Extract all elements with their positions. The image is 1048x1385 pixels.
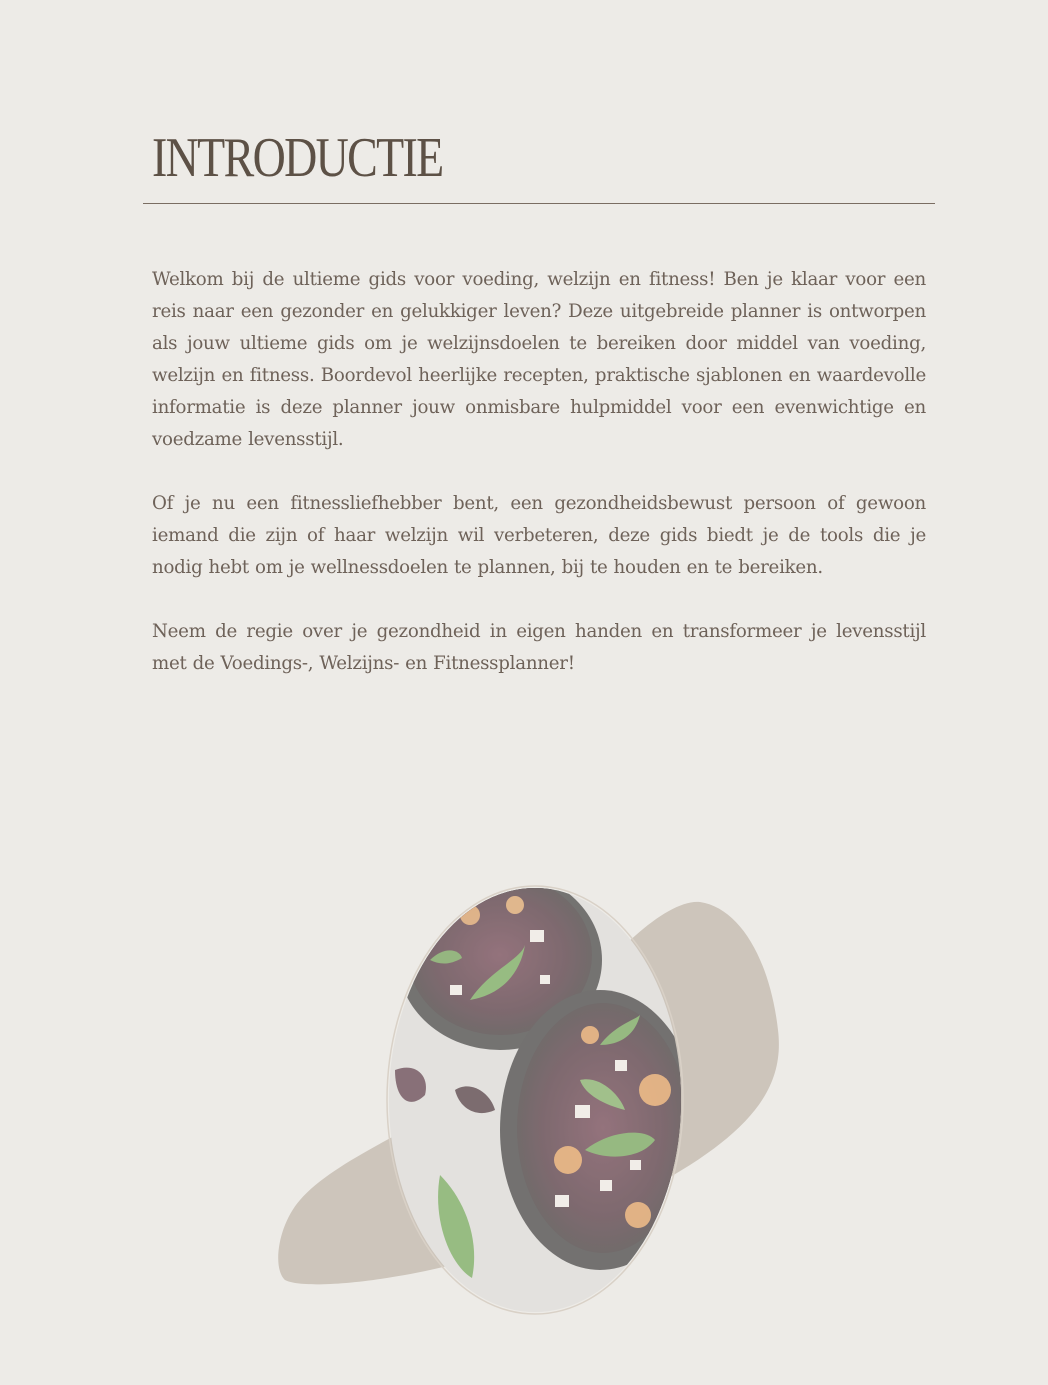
page-title: INTRODUCTIE: [152, 127, 443, 189]
intro-text: [152, 264, 926, 712]
intro-paragraph: Welkom bij de ultieme gids voor voeding, welzijn en fitness! Ben je klaar voor een reis naar een gezonder en gelukkiger leven? Deze uitgebreide planner is ontworpen als jouw ultieme gids om je welzijnsdoelen te bereiken door middel van voeding, welzijn en fitness. Boordevol heerlijke recepten, praktische sjablonen en waardevolle informatie is deze planner jouw onmisbare hulpmiddel voor een evenwichtige en voedzame levensstijl.: [152, 269, 926, 450]
title-divider: [143, 203, 935, 204]
intro-paragraph: Neem de regie over je gezondheid in eigen handen en transformeer je levensstijl met de Voedings-, Welzijns- en Fitnessplanner!: [152, 621, 926, 674]
salad-illustration: [250, 870, 810, 1340]
intro-paragraph: Of je nu een fitnessliefhebber bent, een gezondheidsbewust persoon of gewoon iemand die zijn of haar welzijn wil verbeteren, deze gids biedt je de tools die je nodig hebt om je wellnessdoelen te plannen, bij te houden en te bereiken.: [152, 493, 926, 578]
